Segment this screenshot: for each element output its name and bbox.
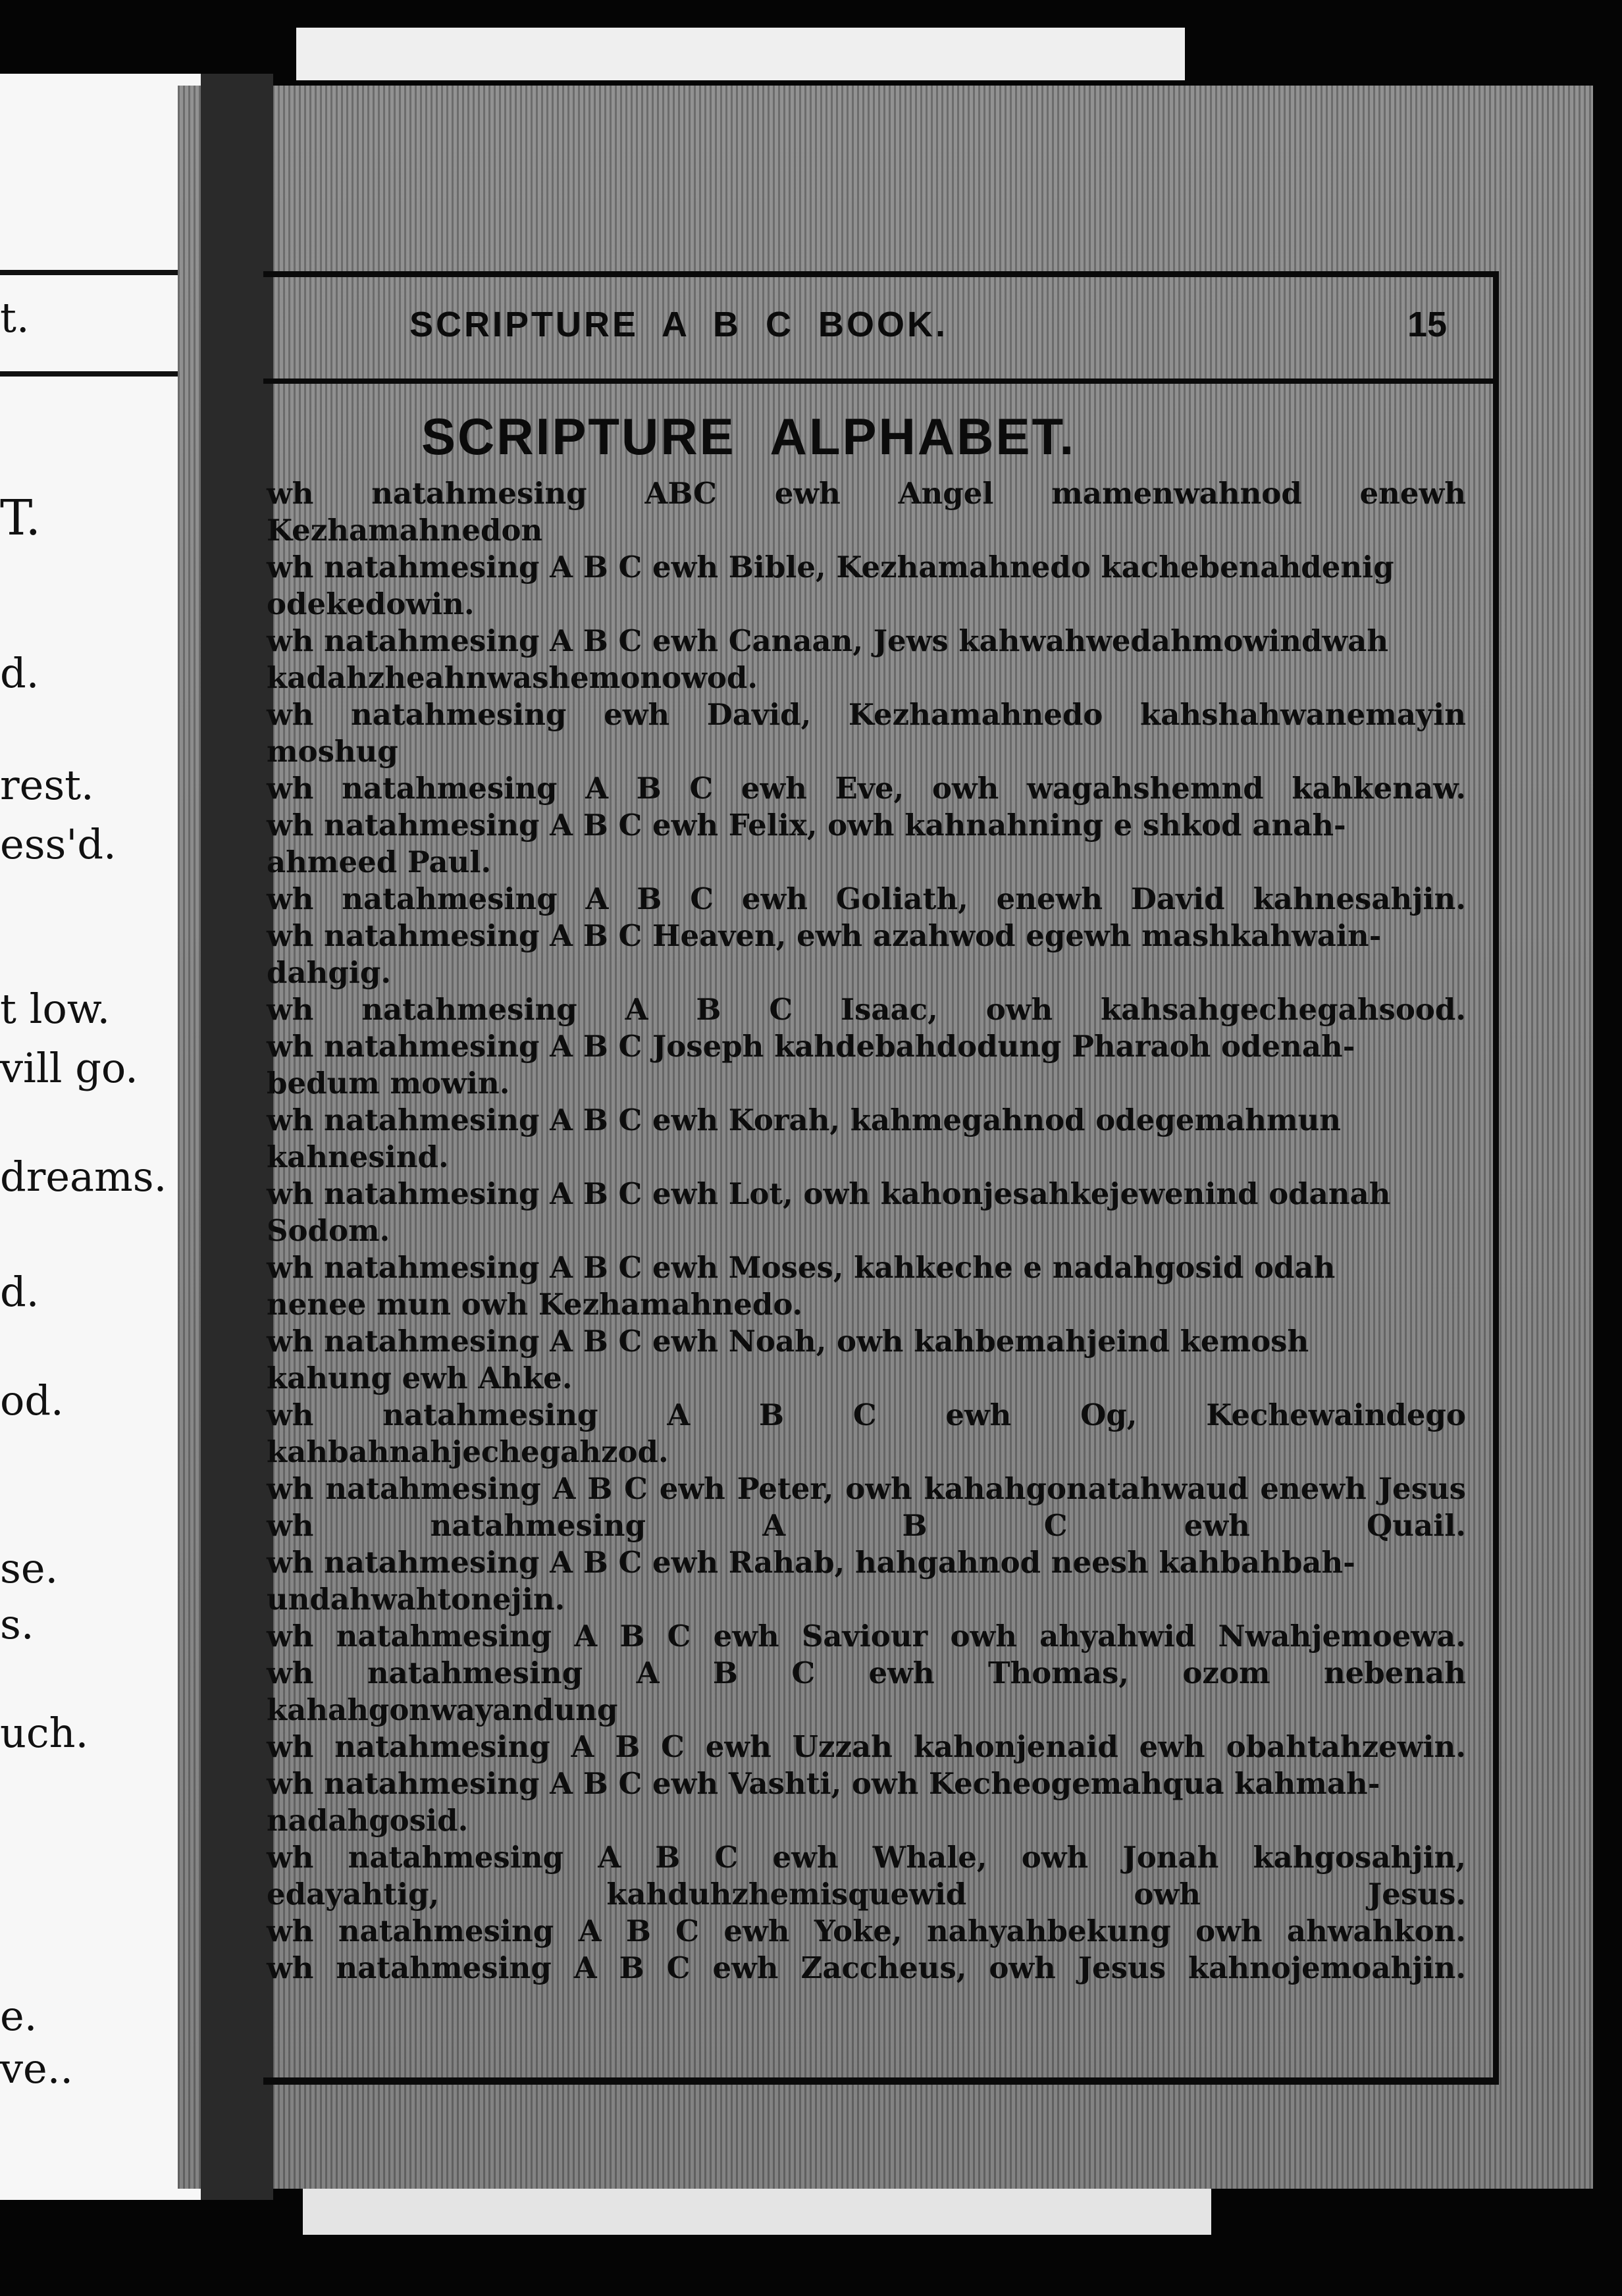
alphabet-entry bbox=[267, 918, 1466, 991]
entry-text: wh natahmesing A B C ewh Noah, owh kahbemahjeind kemosh bbox=[267, 1324, 1309, 1359]
entry-text: wh natahmesing A B C ewh Rahab, hahgahnod neesh kahbahbah- bbox=[267, 1545, 1355, 1580]
left-page-text: uch. bbox=[0, 1709, 89, 1757]
alphabet-entry bbox=[267, 549, 1466, 623]
entry-text: edayahtig, kahduhzhemisquewid owh Jesus. bbox=[267, 1877, 1466, 1912]
left-page-text: rest. bbox=[0, 761, 94, 809]
alphabet-entry bbox=[267, 623, 1466, 696]
entry-text: wh natahmesing A B C ewh Eve, owh wagahshemnd kahkenaw. bbox=[267, 771, 1466, 806]
alphabet-entry bbox=[267, 696, 1466, 770]
entry-continuation: dahgig. bbox=[267, 955, 392, 990]
left-page-text: d. bbox=[0, 1268, 39, 1316]
entry-text: wh natahmesing A B C ewh Vashti, owh Kecheogemahqua kahmah- bbox=[267, 1766, 1380, 1801]
entry-continuation: odekedowin. bbox=[267, 587, 475, 621]
entry-continuation: kahnesind. bbox=[267, 1139, 449, 1174]
entry-text: wh natahmesing A B C ewh Canaan, Jews kahwahwedahmowindwah bbox=[267, 623, 1389, 658]
left-page-text: t low. bbox=[0, 985, 111, 1033]
left-page-text: dreams. bbox=[0, 1153, 167, 1201]
alphabet-entry bbox=[267, 1249, 1466, 1323]
left-page-text: ess'd. bbox=[0, 820, 117, 868]
alphabet-entry bbox=[267, 475, 1466, 549]
alphabet-entries bbox=[267, 475, 1466, 1987]
entry-text: wh natahmesing A B C ewh Uzzah kahonjenaid ewh obahtahzewin. bbox=[267, 1729, 1466, 1764]
entry-text: wh natahmesing A B C ewh Goliath, enewh David kahnesahjin. bbox=[267, 881, 1466, 916]
alphabet-entry bbox=[267, 1471, 1466, 1507]
running-head: SCRIPTURE A B C BOOK. bbox=[409, 305, 949, 344]
left-page-text: t. bbox=[0, 294, 30, 342]
entry-text: wh natahmesing A B C ewh Bible, Kezhamahnedo kachebenahdenig bbox=[267, 550, 1394, 585]
left-page-rule bbox=[0, 270, 201, 275]
entry-text: wh natahmesing ABC ewh Angel mamenwahnod enewh Kezhamahnedon bbox=[267, 476, 1466, 548]
left-page-fragment bbox=[0, 74, 201, 2200]
alphabet-entry bbox=[267, 1655, 1466, 1729]
entry-text: wh natahmesing A B C Heaven, ewh azahwod egewh mashkahwain- bbox=[267, 918, 1382, 953]
left-page-text: T. bbox=[0, 490, 41, 546]
entry-continuation: bedum mowin. bbox=[267, 1066, 510, 1101]
page-number: 15 bbox=[1407, 305, 1448, 344]
entry-text: wh natahmesing ewh David, Kezhamahnedo kahshahwanemayin moshug bbox=[267, 697, 1466, 769]
alphabet-entry bbox=[267, 770, 1466, 807]
entry-continuation: Sodom. bbox=[267, 1213, 390, 1248]
page-gutter bbox=[201, 74, 273, 2200]
entry-text: wh natahmesing A B C ewh Felix, owh kahnahning e shkod anah- bbox=[267, 808, 1346, 843]
alphabet-entry bbox=[267, 1618, 1466, 1655]
alphabet-entry bbox=[267, 1950, 1466, 1987]
entry-continuation: kahung ewh Ahke. bbox=[267, 1361, 573, 1396]
bottom-paper-strip bbox=[303, 2189, 1211, 2235]
entry-text: wh natahmesing A B C ewh Moses, kahkeche e nadahgosid odah bbox=[267, 1250, 1336, 1285]
entry-continuation: undahwahtonejin. bbox=[267, 1582, 565, 1617]
alphabet-entry bbox=[267, 1876, 1466, 1913]
alphabet-entry bbox=[267, 1765, 1466, 1839]
entry-text: wh natahmesing A B C ewh Zaccheus, owh Jesus kahnojemoahjin. bbox=[267, 1950, 1466, 1985]
entry-text: wh natahmesing A B C ewh Saviour owh ahyahwid Nwahjemoewa. bbox=[267, 1619, 1466, 1654]
alphabet-entry bbox=[267, 991, 1466, 1028]
alphabet-entry bbox=[267, 1544, 1466, 1618]
entry-continuation: nenee mun owh Kezhamahnedo. bbox=[267, 1287, 803, 1322]
left-page-text: s. bbox=[0, 1600, 34, 1648]
entry-text: wh natahmesing A B C ewh Yoke, nahyahbekung owh ahwahkon. bbox=[267, 1914, 1466, 1948]
left-page-text: e. bbox=[0, 1992, 38, 2040]
entry-continuation: nadahgosid. bbox=[267, 1803, 469, 1838]
alphabet-entry bbox=[267, 1397, 1466, 1471]
left-page-text: ve.. bbox=[0, 2045, 74, 2093]
left-page-text: se. bbox=[0, 1544, 59, 1592]
alphabet-entry bbox=[267, 1729, 1466, 1765]
entry-continuation: ahmeed Paul. bbox=[267, 845, 492, 879]
entry-text: wh natahmesing A B C ewh Lot, owh kahonjesahkejewenind odanah bbox=[267, 1176, 1391, 1211]
left-page-text: od. bbox=[0, 1376, 64, 1424]
alphabet-entry bbox=[267, 881, 1466, 918]
entry-text: wh natahmesing A B C ewh Whale, owh Jonah kahgosahjin, bbox=[267, 1840, 1466, 1875]
entry-text: wh natahmesing A B C Isaac, owh kahsahgechegahsood. bbox=[267, 992, 1466, 1027]
alphabet-entry bbox=[267, 1176, 1466, 1249]
alphabet-entry bbox=[267, 1323, 1466, 1397]
alphabet-entry bbox=[267, 807, 1466, 881]
top-paper-strip bbox=[296, 28, 1185, 80]
entry-text: wh natahmesing A B C ewh Og, Kechewaindego kahbahnahjechegahzod. bbox=[267, 1397, 1466, 1469]
entry-text: wh natahmesing A B C ewh Korah, kahmegahnod odegemahmun bbox=[267, 1103, 1341, 1137]
entry-text: wh natahmesing A B C ewh Thomas, ozom nebenah kahahgonwayandung bbox=[267, 1656, 1466, 1727]
alphabet-entry bbox=[267, 1102, 1466, 1176]
left-page-rule bbox=[0, 371, 201, 377]
left-page-text: vill go. bbox=[0, 1044, 138, 1092]
left-page-text: d. bbox=[0, 649, 39, 697]
alphabet-entry bbox=[267, 1913, 1466, 1950]
entry-text: wh natahmesing A B C ewh Quail. bbox=[267, 1508, 1466, 1543]
alphabet-entry bbox=[267, 1839, 1466, 1876]
entry-text: wh natahmesing A B C ewh Peter, owh kahahgonatahwaud enewh Jesus bbox=[267, 1471, 1466, 1506]
page-title: SCRIPTURE ALPHABET. bbox=[421, 407, 1076, 465]
header-rule bbox=[263, 378, 1499, 384]
entry-continuation: kadahzheahnwashemonowod. bbox=[267, 660, 758, 695]
alphabet-entry bbox=[267, 1028, 1466, 1102]
alphabet-entry bbox=[267, 1507, 1466, 1544]
entry-text: wh natahmesing A B C Joseph kahdebahdodung Pharaoh odenah- bbox=[267, 1029, 1355, 1064]
